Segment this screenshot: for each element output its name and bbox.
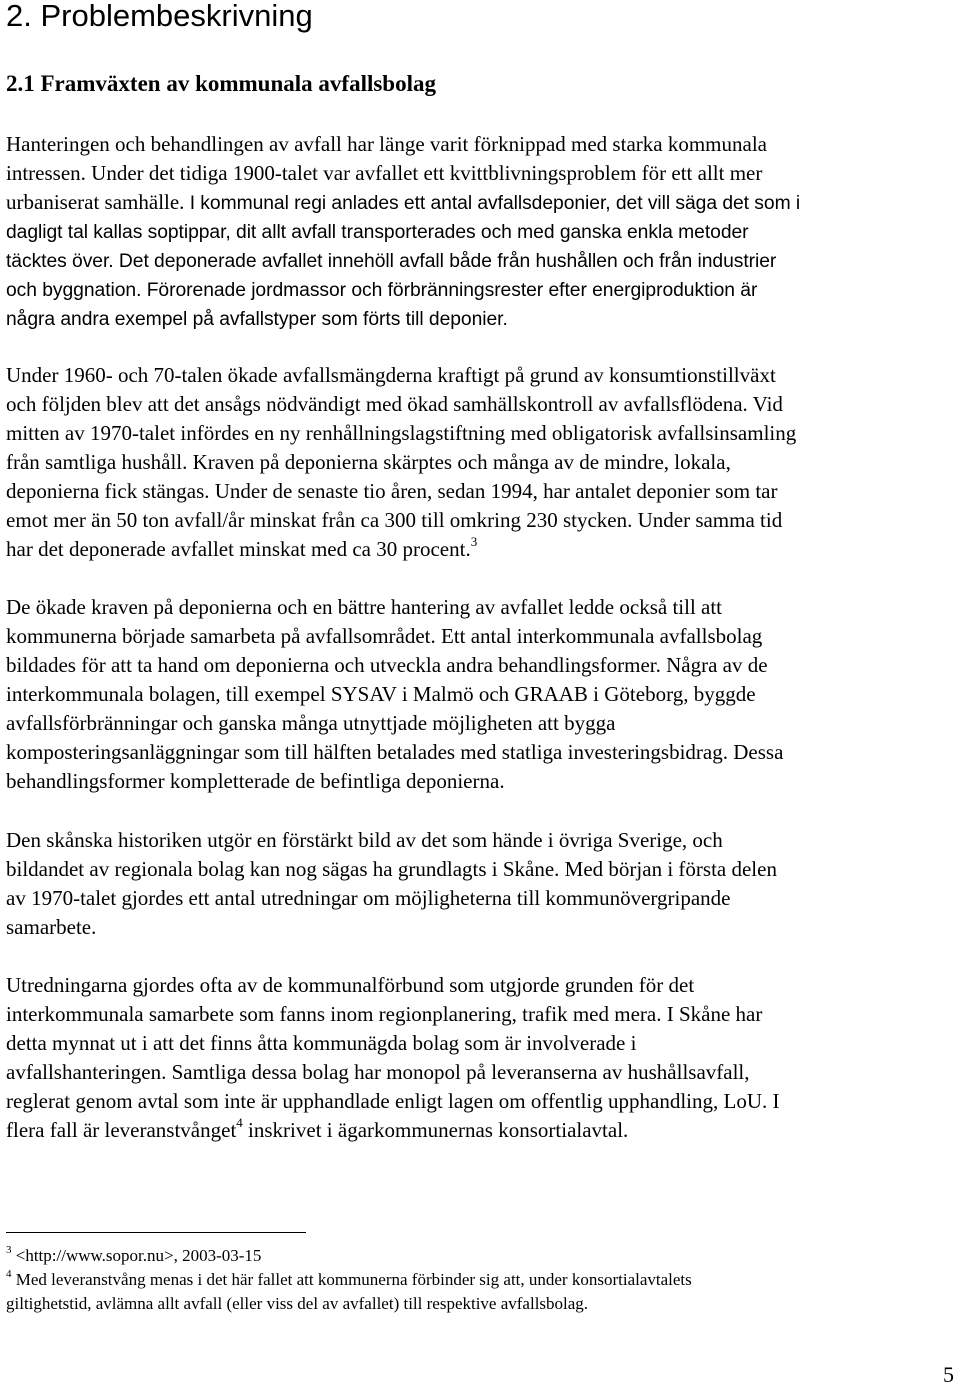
paragraph-text: I kommunal regi anlades ett antal avfallsdeponier, det vill säga det som i: [189, 193, 801, 214]
paragraph-line: dagligt tal kallas soptippar, dit allt avfall transporterades och med ganska enkla metoder: [6, 222, 749, 243]
paragraph-line: avfallshanteringen. Samtliga dessa bolag har monopol på leveranserna av hushållsavfall,: [6, 1060, 750, 1084]
paragraph-line: behandlingsformer kompletterade de befintliga deponierna.: [6, 769, 505, 793]
paragraph-2: [6, 361, 958, 564]
paragraph-line: deponierna fick stängas. Under de senaste tio åren, sedan 1994, har antalet deponier som tar: [6, 479, 778, 503]
paragraph-line: några andra exempel på avfallstyper som förts till deponier.: [6, 309, 508, 330]
paragraph-line: avfallsförbränningar och ganska många utnyttjade möjligheten att bygga: [6, 711, 616, 735]
section-heading: 2. Problembeskrivning: [6, 0, 313, 33]
paragraph-line: De ökade kraven på deponierna och en bättre hantering av avfallet ledde också till att: [6, 595, 723, 619]
footnote-number: 3: [6, 1244, 12, 1257]
paragraph-line: från samtliga hushåll. Kraven på deponierna skärptes och många av de mindre, lokala,: [6, 450, 731, 474]
paragraph-line: [6, 535, 958, 564]
paragraph-4: [6, 826, 958, 942]
paragraph-line: täcktes över. Det deponerade avfallet innehöll avfall både från hushållen och från industrier: [6, 251, 777, 272]
paragraph-text: flera fall är leveranstvånget: [6, 1118, 237, 1142]
paragraph-line: av 1970-talet gjordes ett antal utredningar om möjligheterna till kommunövergripande: [6, 886, 731, 910]
paragraph-line: reglerat genom avtal som inte är upphandlade enligt lagen om offentlig upphandling, LoU. I: [6, 1089, 780, 1113]
paragraph-text: urbaniserat samhälle.: [6, 190, 190, 214]
paragraph-line: interkommunala bolagen, till exempel SYSAV i Malmö och GRAAB i Göteborg, byggde: [6, 682, 756, 706]
footnote-reference[interactable]: 4: [236, 1115, 243, 1130]
paragraph-line: samarbete.: [6, 915, 97, 939]
paragraph-1: [6, 130, 958, 334]
paragraph-5: [6, 971, 958, 1145]
footnote-separator: [6, 1232, 306, 1233]
paragraph-line: bildades för att ta hand om deponierna och utveckla andra behandlingsformer. Några av de: [6, 653, 768, 677]
paragraph-line: emot mer än 50 ton avfall/år minskat från ca 300 till omkring 230 stycken. Under samma tid: [6, 508, 783, 532]
paragraph-line: kommunerna började samarbeta på avfallsområdet. Ett antal interkommunala avfallsbolag: [6, 624, 763, 648]
footnote-line: giltighetstid, avlämna allt avfall (eller viss del av avfallet) till respektive avfallsbolag.: [6, 1294, 589, 1313]
footnote-reference[interactable]: 3: [470, 534, 478, 549]
paragraph-line: detta mynnat ut i att det finns åtta kommunägda bolag som är involverade i: [6, 1031, 637, 1055]
paragraph-line: Hanteringen och behandlingen av avfall har länge varit förknippad med starka kommunala: [6, 132, 767, 156]
paragraph-line: mitten av 1970-talet infördes en ny renhållningslagstiftning med obligatorisk avfallsinsamling: [6, 421, 797, 445]
paragraph-line: [6, 188, 958, 218]
footnote-4: [6, 1268, 946, 1316]
paragraph-text: inskrivet i ägarkommunernas konsortialavtal.: [242, 1118, 629, 1142]
footnote-line: [6, 1268, 946, 1292]
paragraph-line: [6, 1116, 958, 1145]
paragraph-line: intressen. Under det tidiga 1900-talet var avfallet ett kvittblivningsproblem för ett allt mer: [6, 161, 763, 185]
footnote-text: <http://www.sopor.nu>, 2003-03-15: [11, 1246, 262, 1265]
paragraph-line: och byggnation. Förorenade jordmassor och förbränningsrester efter energiproduktion är: [6, 280, 758, 301]
footnote-text: Med leveranstvång menas i det här fallet att kommunerna förbinder sig att, under konsortialavtalets: [11, 1270, 692, 1289]
paragraph-3: [6, 593, 958, 796]
footnote-number: 4: [6, 1268, 12, 1281]
paragraph-text: har det deponerade avfallet minskat med ca 30 procent.: [6, 537, 471, 561]
page-number: 5: [943, 1362, 954, 1387]
paragraph-line: Under 1960- och 70-talen ökade avfallsmängderna kraftigt på grund av konsumtionstillväxt: [6, 363, 776, 387]
paragraph-line: Den skånska historiken utgör en förstärkt bild av det som hände i övriga Sverige, och: [6, 828, 723, 852]
paragraph-line: bildandet av regionala bolag kan nog sägas ha grundlagts i Skåne. Med början i första delen: [6, 857, 777, 881]
paragraph-line: Utredningarna gjordes ofta av de kommunalförbund som utgjorde grunden för det: [6, 973, 695, 997]
subsection-heading: 2.1 Framväxten av kommunala avfallsbolag: [6, 71, 436, 96]
footnote-3: [6, 1244, 946, 1268]
paragraph-line: och följden blev att det ansågs nödvändigt med ökad samhällskontroll av avfallsflödena. Vid: [6, 392, 783, 416]
paragraph-line: interkommunala samarbete som fanns inom regionplanering, trafik med mera. I Skåne har: [6, 1002, 763, 1026]
paragraph-line: komposteringsanläggningar som till hälften betalades med statliga investeringsbidrag. Dessa: [6, 740, 784, 764]
